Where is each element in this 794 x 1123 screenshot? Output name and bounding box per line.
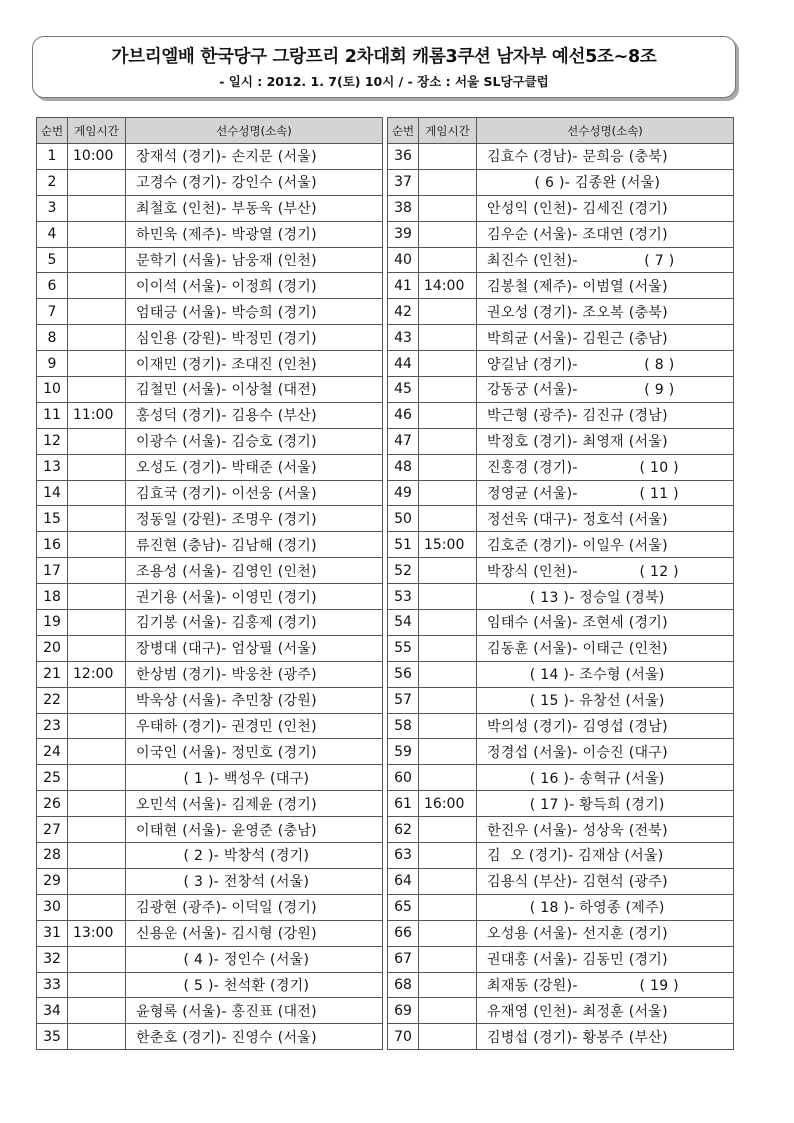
match-number: 65 <box>388 894 419 920</box>
table-row <box>37 247 383 273</box>
game-time <box>68 299 126 325</box>
table-row <box>388 273 734 299</box>
match-players: 김광현 (광주)- 이덕일 (경기) <box>126 894 383 920</box>
schedule-table-left <box>36 117 383 1050</box>
match-players: 김효국 (경기)- 이선웅 (서울) <box>126 480 383 506</box>
match-players: 정영균 (서울)- ( 11 ) <box>477 480 734 506</box>
table-row <box>388 739 734 765</box>
table-header-row <box>388 118 734 144</box>
game-time <box>68 843 126 869</box>
table-row <box>388 195 734 221</box>
table-row <box>37 402 383 428</box>
match-players: 김용식 (부산)- 김현석 (광주) <box>477 868 734 894</box>
table-row <box>388 998 734 1024</box>
game-time <box>68 894 126 920</box>
match-number: 31 <box>37 920 68 946</box>
game-time <box>419 454 477 480</box>
match-players: ( 13 )- 정승일 (경북) <box>477 584 734 610</box>
match-number: 30 <box>37 894 68 920</box>
match-number: 35 <box>37 1024 68 1050</box>
table-row <box>388 351 734 377</box>
game-time <box>68 868 126 894</box>
match-number: 32 <box>37 946 68 972</box>
table-row <box>388 428 734 454</box>
table-row <box>388 946 734 972</box>
match-number: 49 <box>388 480 419 506</box>
match-players: ( 17 )- 황득희 (경기) <box>477 791 734 817</box>
match-number: 4 <box>37 221 68 247</box>
match-number: 28 <box>37 843 68 869</box>
match-number: 44 <box>388 351 419 377</box>
schedule-table-right <box>387 117 734 1050</box>
game-time <box>419 661 477 687</box>
match-players: 박근형 (광주)- 김진규 (경남) <box>477 402 734 428</box>
match-number: 7 <box>37 299 68 325</box>
match-players: 김우순 (서울)- 조대연 (경기) <box>477 221 734 247</box>
game-time <box>419 894 477 920</box>
match-players: ( 16 )- 송혁규 (서울) <box>477 765 734 791</box>
game-time <box>419 558 477 584</box>
match-number: 38 <box>388 195 419 221</box>
match-players: 정선욱 (대구)- 정호석 (서울) <box>477 506 734 532</box>
match-number: 8 <box>37 325 68 351</box>
table-row <box>388 765 734 791</box>
match-number: 58 <box>388 713 419 739</box>
match-number: 6 <box>37 273 68 299</box>
game-time <box>419 377 477 403</box>
match-players: 한춘호 (경기)- 진영수 (서울) <box>126 1024 383 1050</box>
game-time <box>68 558 126 584</box>
match-number: 56 <box>388 661 419 687</box>
game-time <box>419 817 477 843</box>
game-time <box>419 946 477 972</box>
table-row <box>388 635 734 661</box>
table-row <box>37 687 383 713</box>
match-players: 이태현 (서울)- 윤영준 (충남) <box>126 817 383 843</box>
match-number: 63 <box>388 843 419 869</box>
match-players: 고경수 (경기)- 강인수 (서울) <box>126 169 383 195</box>
match-players: 박의성 (경기)- 김영섭 (경남) <box>477 713 734 739</box>
match-players: 심인용 (강원)- 박정민 (경기) <box>126 325 383 351</box>
table-row <box>388 221 734 247</box>
game-time <box>419 765 477 791</box>
table-row <box>37 221 383 247</box>
table-row <box>388 972 734 998</box>
table-row <box>37 920 383 946</box>
table-row <box>37 946 383 972</box>
match-players: 신용운 (서울)- 김시형 (강원) <box>126 920 383 946</box>
table-row <box>388 713 734 739</box>
match-players: 이이석 (서울)- 이정희 (경기) <box>126 273 383 299</box>
match-number: 19 <box>37 610 68 636</box>
match-players: 김 오 (경기)- 김재삼 (서울) <box>477 843 734 869</box>
match-players: 이광수 (서울)- 김승호 (경기) <box>126 428 383 454</box>
game-time <box>68 739 126 765</box>
match-players: 이재민 (경기)- 조대진 (인천) <box>126 351 383 377</box>
match-players: ( 4 )- 정인수 (서울) <box>126 946 383 972</box>
page-subtitle: - 일시 : 2012. 1. 7(토) 10시 / - 장소 : 서울 SL당구클럽 <box>219 74 549 89</box>
match-number: 59 <box>388 739 419 765</box>
match-players: 임태수 (서울)- 조현세 (경기) <box>477 610 734 636</box>
table-row <box>388 687 734 713</box>
game-time <box>68 195 126 221</box>
match-players: ( 1 )- 백성우 (대구) <box>126 765 383 791</box>
match-number: 68 <box>388 972 419 998</box>
match-number: 2 <box>37 169 68 195</box>
game-time <box>419 584 477 610</box>
column-header-players: 선수성명(소속) <box>126 118 383 144</box>
column-header-time: 게임시간 <box>68 118 126 144</box>
table-row <box>37 428 383 454</box>
table-row <box>388 402 734 428</box>
game-time <box>68 946 126 972</box>
match-players: 오민석 (서울)- 김제윤 (경기) <box>126 791 383 817</box>
table-row <box>388 454 734 480</box>
match-number: 10 <box>37 377 68 403</box>
match-players: 김동훈 (서울)- 이태근 (인천) <box>477 635 734 661</box>
match-number: 50 <box>388 506 419 532</box>
match-players: 한진우 (서울)- 성상욱 (전북) <box>477 817 734 843</box>
match-players: 최철호 (인천)- 부동욱 (부산) <box>126 195 383 221</box>
game-time <box>68 221 126 247</box>
match-number: 47 <box>388 428 419 454</box>
match-players: 홍성덕 (경기)- 김용수 (부산) <box>126 402 383 428</box>
game-time <box>68 325 126 351</box>
table-row <box>388 661 734 687</box>
game-time <box>68 247 126 273</box>
game-time <box>68 506 126 532</box>
game-time <box>419 506 477 532</box>
table-row <box>37 635 383 661</box>
match-number: 21 <box>37 661 68 687</box>
match-number: 16 <box>37 532 68 558</box>
match-players: 박정호 (경기)- 최영재 (서울) <box>477 428 734 454</box>
match-number: 29 <box>37 868 68 894</box>
table-row <box>37 558 383 584</box>
table-row <box>37 454 383 480</box>
match-players: 최진수 (인천)- ( 7 ) <box>477 247 734 273</box>
game-time <box>419 480 477 506</box>
table-row <box>37 998 383 1024</box>
match-number: 53 <box>388 584 419 610</box>
match-players: ( 3 )- 전창석 (서울) <box>126 868 383 894</box>
table-row <box>388 920 734 946</box>
game-time <box>68 273 126 299</box>
match-number: 11 <box>37 402 68 428</box>
schedule-rows-right <box>388 144 734 1050</box>
table-row <box>37 169 383 195</box>
match-number: 26 <box>37 791 68 817</box>
game-time <box>68 351 126 377</box>
match-players: 우태하 (경기)- 권경민 (인천) <box>126 713 383 739</box>
match-number: 20 <box>37 635 68 661</box>
game-time <box>419 402 477 428</box>
match-players: 정경섭 (서울)- 이승진 (대구) <box>477 739 734 765</box>
match-number: 9 <box>37 351 68 377</box>
game-time <box>419 920 477 946</box>
match-number: 5 <box>37 247 68 273</box>
match-players: 김기봉 (서울)- 김홍제 (경기) <box>126 610 383 636</box>
table-row <box>37 377 383 403</box>
match-players: 조용성 (서울)- 김영인 (인천) <box>126 558 383 584</box>
game-time <box>419 428 477 454</box>
match-number: 42 <box>388 299 419 325</box>
table-row <box>37 713 383 739</box>
match-players: 정동일 (강원)- 조명우 (경기) <box>126 506 383 532</box>
match-number: 52 <box>388 558 419 584</box>
table-row <box>388 868 734 894</box>
table-header-row <box>37 118 383 144</box>
game-time <box>68 428 126 454</box>
match-players: ( 18 )- 하영종 (제주) <box>477 894 734 920</box>
match-players: 권오성 (경기)- 조오복 (충북) <box>477 299 734 325</box>
match-number: 17 <box>37 558 68 584</box>
table-row <box>37 791 383 817</box>
table-row <box>37 610 383 636</box>
table-row <box>388 377 734 403</box>
table-row <box>37 843 383 869</box>
game-time <box>419 687 477 713</box>
match-players: 진홍경 (경기)- ( 10 ) <box>477 454 734 480</box>
game-time: 14:00 <box>419 273 477 299</box>
table-row <box>37 480 383 506</box>
match-players: 김병섭 (경기)- 황봉주 (부산) <box>477 1024 734 1050</box>
table-row <box>37 584 383 610</box>
match-number: 1 <box>37 144 68 170</box>
match-players: 김봉철 (제주)- 이범열 (서울) <box>477 273 734 299</box>
table-row <box>388 169 734 195</box>
match-players: ( 6 )- 김종완 (서울) <box>477 169 734 195</box>
game-time <box>419 195 477 221</box>
table-row <box>37 661 383 687</box>
game-time <box>68 998 126 1024</box>
schedule-rows-left <box>37 144 383 1050</box>
game-time <box>68 817 126 843</box>
table-row <box>37 195 383 221</box>
table-row <box>37 532 383 558</box>
match-players: 오성용 (서울)- 선지훈 (경기) <box>477 920 734 946</box>
table-row <box>37 868 383 894</box>
table-row <box>388 480 734 506</box>
match-players: 한상범 (경기)- 박웅찬 (광주) <box>126 661 383 687</box>
match-players: 최재동 (강원)- ( 19 ) <box>477 972 734 998</box>
match-players: 박희균 (서울)- 김원근 (충남) <box>477 325 734 351</box>
match-number: 43 <box>388 325 419 351</box>
match-players: 류진현 (충남)- 김남해 (경기) <box>126 532 383 558</box>
match-players: ( 5 )- 천석환 (경기) <box>126 972 383 998</box>
match-number: 34 <box>37 998 68 1024</box>
table-row <box>388 894 734 920</box>
match-players: 이국인 (서울)- 정민호 (경기) <box>126 739 383 765</box>
game-time: 15:00 <box>419 532 477 558</box>
table-row <box>37 273 383 299</box>
match-players: 김호준 (경기)- 이일우 (서울) <box>477 532 734 558</box>
game-time <box>68 635 126 661</box>
match-number: 57 <box>388 687 419 713</box>
table-row <box>37 325 383 351</box>
table-row <box>388 843 734 869</box>
table-row <box>388 144 734 170</box>
game-time <box>419 972 477 998</box>
match-number: 60 <box>388 765 419 791</box>
match-players: 김효수 (경남)- 문희응 (충북) <box>477 144 734 170</box>
game-time <box>419 713 477 739</box>
match-players: ( 2 )- 박창석 (경기) <box>126 843 383 869</box>
table-row <box>388 558 734 584</box>
match-players: 하민욱 (제주)- 박광열 (경기) <box>126 221 383 247</box>
game-time <box>419 299 477 325</box>
match-players: 권기용 (서울)- 이영민 (경기) <box>126 584 383 610</box>
match-number: 33 <box>37 972 68 998</box>
table-row <box>388 299 734 325</box>
match-number: 13 <box>37 454 68 480</box>
match-players: ( 14 )- 조수형 (서울) <box>477 661 734 687</box>
table-row <box>388 817 734 843</box>
match-number: 62 <box>388 817 419 843</box>
table-row <box>37 1024 383 1050</box>
game-time <box>68 169 126 195</box>
match-number: 61 <box>388 791 419 817</box>
column-header-no: 순번 <box>37 118 68 144</box>
match-number: 18 <box>37 584 68 610</box>
match-number: 23 <box>37 713 68 739</box>
table-row <box>37 506 383 532</box>
table-row <box>388 325 734 351</box>
match-players: ( 15 )- 유창선 (서울) <box>477 687 734 713</box>
table-row <box>388 584 734 610</box>
table-row <box>37 351 383 377</box>
match-players: 권대홍 (서울)- 김동민 (경기) <box>477 946 734 972</box>
match-number: 69 <box>388 998 419 1024</box>
game-time: 10:00 <box>68 144 126 170</box>
game-time <box>68 454 126 480</box>
match-number: 70 <box>388 1024 419 1050</box>
match-players: 박욱상 (서울)- 추민창 (강원) <box>126 687 383 713</box>
game-time <box>419 868 477 894</box>
game-time <box>419 144 477 170</box>
game-time <box>419 739 477 765</box>
table-row <box>37 144 383 170</box>
table-row <box>388 247 734 273</box>
match-number: 14 <box>37 480 68 506</box>
game-time <box>419 351 477 377</box>
game-time <box>68 1024 126 1050</box>
game-time <box>68 377 126 403</box>
game-time: 11:00 <box>68 402 126 428</box>
match-number: 36 <box>388 144 419 170</box>
game-time <box>68 532 126 558</box>
game-time <box>419 1024 477 1050</box>
game-time <box>419 635 477 661</box>
match-number: 27 <box>37 817 68 843</box>
match-number: 54 <box>388 610 419 636</box>
match-number: 12 <box>37 428 68 454</box>
table-row <box>388 532 734 558</box>
match-number: 15 <box>37 506 68 532</box>
match-number: 45 <box>388 377 419 403</box>
match-players: 유재영 (인천)- 최정훈 (서울) <box>477 998 734 1024</box>
match-players: 윤형록 (서울)- 홍진표 (대전) <box>126 998 383 1024</box>
match-number: 55 <box>388 635 419 661</box>
table-row <box>388 506 734 532</box>
game-time <box>419 247 477 273</box>
match-number: 40 <box>388 247 419 273</box>
match-number: 39 <box>388 221 419 247</box>
match-number: 25 <box>37 765 68 791</box>
match-number: 66 <box>388 920 419 946</box>
match-number: 22 <box>37 687 68 713</box>
table-row <box>37 817 383 843</box>
page-title: 가브리엘배 한국당구 그랑프리 2차대회 캐롬3쿠션 남자부 예선5조~8조 <box>111 47 657 67</box>
match-number: 3 <box>37 195 68 221</box>
match-number: 24 <box>37 739 68 765</box>
match-players: 장병대 (대구)- 엄상필 (서울) <box>126 635 383 661</box>
match-players: 강동궁 (서울)- ( 9 ) <box>477 377 734 403</box>
game-time <box>68 687 126 713</box>
match-number: 48 <box>388 454 419 480</box>
game-time: 12:00 <box>68 661 126 687</box>
column-header-no: 순번 <box>388 118 419 144</box>
table-row <box>37 765 383 791</box>
table-row <box>388 1024 734 1050</box>
table-row <box>37 972 383 998</box>
game-time <box>68 765 126 791</box>
match-players: 문학기 (서울)- 남웅재 (인천) <box>126 247 383 273</box>
game-time <box>419 610 477 636</box>
match-number: 37 <box>388 169 419 195</box>
match-players: 김철민 (서울)- 이상철 (대전) <box>126 377 383 403</box>
game-time <box>68 480 126 506</box>
game-time <box>419 221 477 247</box>
game-time <box>68 584 126 610</box>
game-time <box>68 610 126 636</box>
game-time <box>68 791 126 817</box>
game-time <box>419 169 477 195</box>
table-row <box>388 610 734 636</box>
game-time: 13:00 <box>68 920 126 946</box>
column-header-players: 선수성명(소속) <box>477 118 734 144</box>
table-row <box>37 299 383 325</box>
match-players: 장재석 (경기)- 손지문 (서울) <box>126 144 383 170</box>
match-players: 엄태긍 (서울)- 박승희 (경기) <box>126 299 383 325</box>
match-number: 67 <box>388 946 419 972</box>
match-players: 안성익 (인천)- 김세진 (경기) <box>477 195 734 221</box>
match-players: 양길남 (경기)- ( 8 ) <box>477 351 734 377</box>
table-row <box>37 739 383 765</box>
match-players: 오성도 (경기)- 박태준 (서울) <box>126 454 383 480</box>
game-time <box>419 325 477 351</box>
game-time <box>419 998 477 1024</box>
match-players: 박장식 (인천)- ( 12 ) <box>477 558 734 584</box>
game-time <box>419 843 477 869</box>
match-number: 46 <box>388 402 419 428</box>
header-box <box>32 36 736 98</box>
game-time: 16:00 <box>419 791 477 817</box>
game-time <box>68 713 126 739</box>
match-number: 51 <box>388 532 419 558</box>
match-number: 64 <box>388 868 419 894</box>
table-row <box>37 894 383 920</box>
column-header-time: 게임시간 <box>419 118 477 144</box>
table-row <box>388 791 734 817</box>
match-number: 41 <box>388 273 419 299</box>
game-time <box>68 972 126 998</box>
